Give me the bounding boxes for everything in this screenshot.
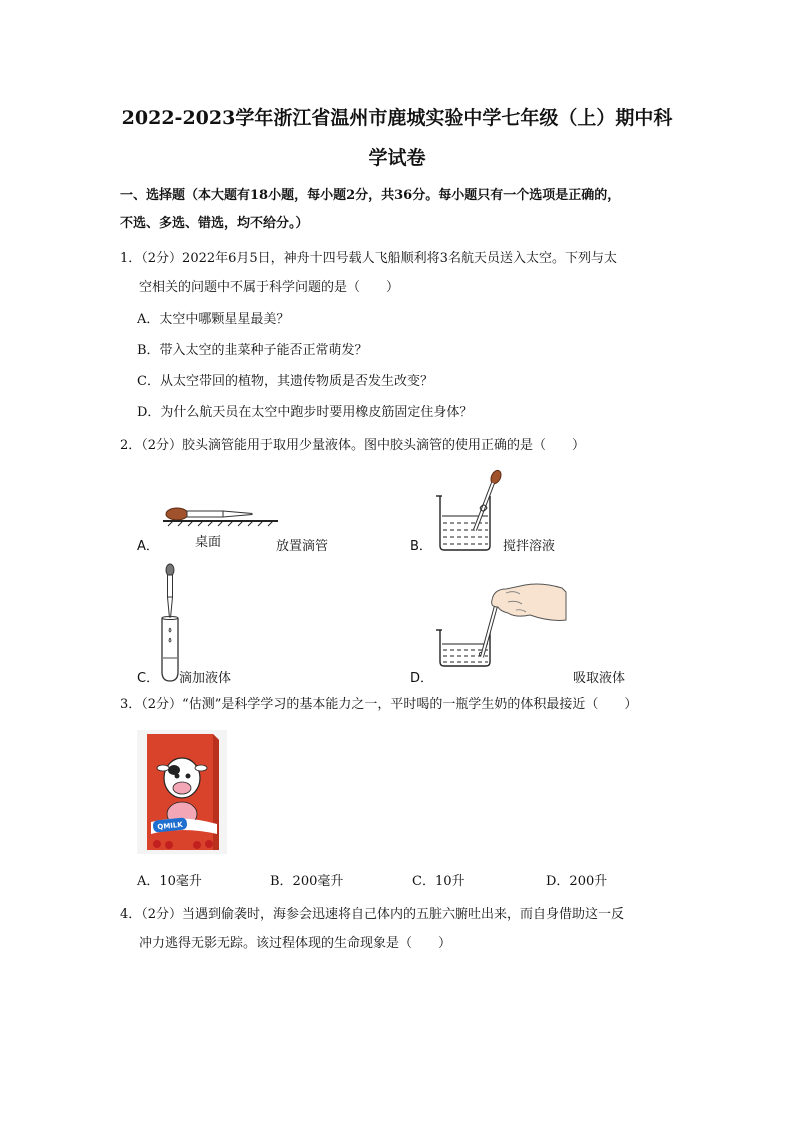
q3-option-a: A．10毫升 [137,874,202,889]
q1-stem-line2: 空相关的问题中不属于科学问题的是（ ） [139,280,400,295]
q1-option-a: A．太空中哪颗星星最美？ [137,312,290,327]
q3-milk-carton-image [137,730,227,854]
exam-title-line2: 学试卷 [368,147,426,169]
q2-option-a-caption: 放置滴管 [276,539,329,554]
q3-stem: 3．（2分）“估测”是科学学习的基本能力之一，平时喝的一瓶学生奶的体积最接近（ ） [120,697,638,712]
q3-milk-brand-text: QMILK [157,820,184,832]
section-heading-line1: 一、选择题（本大题有18小题，每小题2分，共36分。每小题只有一个选项是正确的， [120,188,621,203]
q2-option-d-caption: 吸取液体 [573,671,626,686]
q1-option-b: B．带入太空的韭菜种子能否正常萌发？ [137,343,368,358]
q2-option-d-letter: D． [410,671,434,686]
q2-option-a-letter: A． [137,539,159,554]
q2-option-c-letter: C． [137,671,160,686]
section-heading-line2: 不选、多选、错选，均不给分。） [120,216,309,231]
q1-option-d: D．为什么航天员在太空中跑步时要用橡皮筋固定住身体？ [137,405,473,420]
q3-option-d: D．200升 [546,874,608,889]
q2-option-a-desk-label: 桌面 [195,535,222,550]
q4-stem-line2: 冲力逃得无影无踪。该过程体现的生命现象是（ ） [139,936,452,951]
q4-stem-line1: 4．（2分）当遇到偷袭时，海参会迅速将自己体内的五脏六腑吐出来，而自身借助这一反 [120,907,625,922]
q1-stem-line1: 1．（2分）2022年6月5日，神舟十四号载人飞船顺利将3名航天员送入太空。下列与太 [120,251,617,266]
q2-figure-b [430,466,505,556]
q2-option-b-letter: B． [410,539,432,554]
q2-figure-c [155,562,185,687]
q2-option-c-caption: 滴加液体 [179,671,232,686]
q2-figure-d [430,580,570,670]
q1-option-c: C．从太空带回的植物，其遗传物质是否发生改变？ [137,374,433,389]
q2-stem: 2．（2分）胶头滴管能用于取用少量液体。图中胶头滴管的使用正确的是（ ） [120,438,586,453]
exam-title-line1: 2022-2023学年浙江省温州市鹿城实验中学七年级（上）期中科 [121,107,673,129]
q2-option-b-caption: 搅拌溶液 [503,539,556,554]
q3-option-b: B．200毫升 [270,874,344,889]
q2-figure-a [160,498,285,528]
q3-option-c: C．10升 [412,874,465,889]
